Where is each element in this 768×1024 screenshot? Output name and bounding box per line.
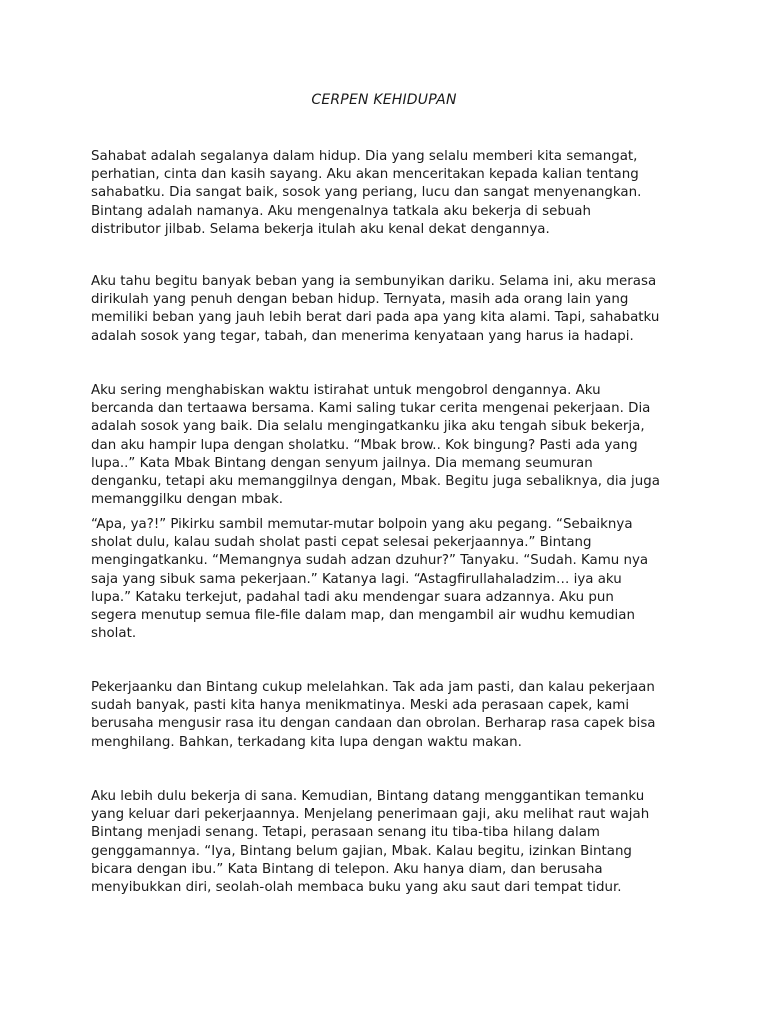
paragraph-line: genggamannya. “Iya, Bintang belum gajian, Mbak. Kalau begitu, izinkan Bintang — [91, 843, 632, 859]
paragraph-line: denganku, tetapi aku memanggilnya dengan, Mbak. Begitu juga sebaliknya, dia juga — [91, 474, 660, 490]
paragraph-line: adalah sosok yang tegar, tabah, dan menerima kenyataan yang harus ia hadapi. — [91, 328, 634, 344]
paragraph-line: perhatian, cinta dan kasih sayang. Aku akan menceritakan kepada kalian tentang — [91, 167, 639, 183]
paragraph-line: distributor jilbab. Selama bekerja itulah aku kenal dekat dengannya. — [91, 221, 550, 237]
paragraph-line: segera menutup semua file-file dalam map, dan mengambil air wudhu kemudian — [91, 608, 635, 624]
paragraph-3 — [91, 382, 681, 509]
paragraph-line: dirikulah yang penuh dengan beban hidup. Ternyata, masih ada orang lain yang — [91, 292, 629, 308]
paragraph-line: sahabatku. Dia sangat baik, sosok yang periang, lucu dan sangat menyenangkan. — [91, 185, 642, 201]
paragraph-line: bercanda dan tertaawa bersama. Kami saling tukar cerita mengenai pekerjaan. Dia — [91, 401, 651, 417]
paragraph-line: Pekerjaanku dan Bintang cukup melelahkan. Tak ada jam pasti, dan kalau pekerjaan — [91, 680, 655, 695]
document-title: CERPEN KEHIDUPAN — [311, 92, 457, 108]
paragraph-line: dan aku hampir lupa dengan sholatku. “Mbak brow.. Kok bingung? Pasti ada yang — [91, 437, 638, 453]
paragraph-line: sholat dulu, kalau sudah sholat pasti cepat selesai pekerjaannya.” Bintang — [91, 535, 592, 551]
paragraph-line: berusaha mengusir rasa itu dengan candaan dan obrolan. Berharap rasa capek bisa — [91, 716, 656, 732]
paragraph-line: memiliki beban yang jauh lebih berat dari pada apa yang kita alami. Tapi, sahabatku — [91, 310, 660, 326]
paragraph-line: Aku lebih dulu bekerja di sana. Kemudian, Bintang datang menggantikan temanku — [91, 789, 645, 804]
paragraph-line: memanggilku dengan mbak. — [91, 492, 283, 508]
paragraph-line: Bintang menjadi senang. Tetapi, perasaan senang itu tiba-tiba hilang dalam — [91, 825, 600, 841]
paragraph-line: lupa.” Kataku terkejut, padahal tadi aku mendengar suara adzannya. Aku pun — [91, 589, 614, 605]
paragraph-line: Bintang adalah namanya. Aku mengenalnya tatkala aku bekerja di sebuah — [91, 203, 592, 219]
paragraph-line: adalah sosok yang baik. Dia selalu mengingatkanku jika aku tengah sibuk bekerja, — [91, 419, 645, 435]
paragraph-line: “Apa, ya?!” Pikirku sambil memutar-mutar bolpoin yang aku pegang. “Sebaiknya — [91, 517, 633, 532]
paragraph-line: menghilang. Bahkan, terkadang kita lupa dengan waktu makan. — [91, 734, 522, 750]
paragraph-line: Sahabat adalah segalanya dalam hidup. Dia yang selalu memberi kita semangat, — [91, 149, 638, 164]
paragraph-line: mengingatkanku. “Memangnya sudah adzan dzuhur?” Tanyaku. “Sudah. Kamu nya — [91, 553, 649, 569]
paragraph-4 — [91, 516, 681, 643]
paragraph-line: yang keluar dari pekerjaannya. Menjelang penerimaan gaji, aku melihat raut wajah — [91, 807, 650, 823]
paragraph-line: lupa..” Kata Mbak Bintang dengan senyum jailnya. Dia memang seumuran — [91, 455, 593, 471]
paragraph-line: saja yang sibuk sama pekerjaan.” Katanya lagi. “Astagfirullahaladzim… iya aku — [91, 571, 622, 587]
paragraph-line: Aku sering menghabiskan waktu istirahat untuk mengobrol dengannya. Aku — [91, 383, 601, 398]
paragraph-1 — [91, 148, 681, 239]
paragraph-line: bicara dengan ibu.” Kata Bintang di telepon. Aku hanya diam, dan berusaha — [91, 861, 603, 877]
paragraph-line: Aku tahu begitu banyak beban yang ia sembunyikan dariku. Selama ini, aku merasa — [91, 274, 657, 289]
paragraph-line: sholat. — [91, 626, 137, 642]
paragraph-2 — [91, 273, 681, 346]
paragraph-line: menyibukkan diri, seolah-olah membaca buku yang aku saut dari tempat tidur. — [91, 880, 622, 896]
paragraph-6 — [91, 788, 681, 897]
paragraph-5 — [91, 679, 681, 752]
paragraph-line: sudah banyak, pasti kita hanya menikmatinya. Meski ada perasaan capek, kami — [91, 698, 630, 714]
